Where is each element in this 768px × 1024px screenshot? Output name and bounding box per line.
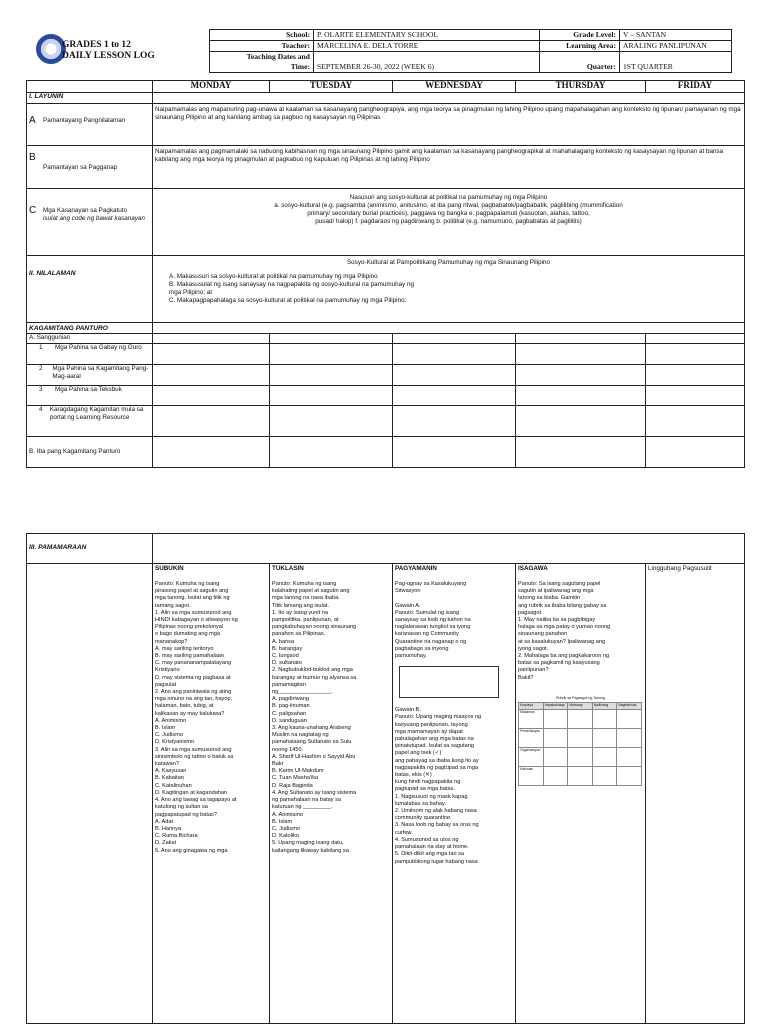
tuklasin-line: C. lungsod [272, 653, 299, 660]
tuklasin-line: D. sultanato [272, 660, 302, 667]
subukin-line: C. Judismo [155, 732, 183, 739]
pamamaraan-blank [153, 534, 745, 564]
tuklasin-line: panahon sa Pilipinas. [272, 631, 326, 638]
isagawa-line: Panuto: Sa isang sagutang papel [518, 581, 601, 587]
subukin-line: pagpapatupad ng batas? [155, 811, 217, 818]
isagawa-line: Bakit? [518, 674, 534, 681]
quarter-value: 1ST QUARTER [620, 52, 732, 73]
row-num: 4 [39, 406, 43, 413]
layunin-blank [153, 93, 745, 104]
rubric-table [518, 702, 642, 786]
pagyamanin-line: karanasan ng Community [395, 631, 459, 638]
subukin-line: mga tanong. Isulat ang titik ng [155, 595, 230, 602]
teacher-value: MARCELINA E. DELA TORRE [314, 41, 540, 52]
pagyamanin-line: lumalabas sa bahay. [395, 800, 446, 807]
pagyamanin-line: kung hindi nagpapakita ng [395, 779, 461, 786]
isagawa-line: batas sa pagkamit ng kaayusang [518, 660, 600, 667]
log-title-line1: GRADES 1 to 12 [62, 40, 131, 50]
tuklasin-line: B. pag-iinuman [272, 703, 310, 710]
subukin-line: HINDI kabagayan o sitwasyon ng [155, 617, 238, 624]
rubric-header-cell: Napakahusay [543, 702, 568, 709]
pagyamanin-line: Panuto: Sumulat ng isang [395, 609, 460, 616]
tuklasin-line: ng pamahalaan na batay sa [272, 797, 342, 804]
tuklasin-line: pangkabuhayan noong sinaunang [272, 624, 357, 631]
pagyamanin-gawain-b [395, 707, 513, 865]
log-title-line2: DAILY LESSON LOG [62, 51, 155, 61]
isagawa-line: halaga sa mga patay o yumao noong [518, 624, 611, 631]
tuklasin-cell [270, 564, 393, 1024]
subukin-line: pagsulat [155, 681, 177, 688]
subukin-line: 5. Ano ang ginagawa ng mga [155, 847, 228, 854]
rubric-header-cell: Kraytirya [519, 702, 544, 709]
day-monday: MONDAY [153, 81, 270, 93]
subukin-line: D. Kagitingan at kagandahan [155, 789, 228, 796]
tuklasin-line: pampolitika, panlipunan, at [272, 617, 339, 624]
subukin-line: katulong ng sultan sa [155, 804, 208, 811]
teksbuk-cell [27, 386, 153, 406]
layunin-c-text [153, 189, 745, 256]
subukin-line: 1. Alin sa mga sumusunod ang [155, 609, 232, 616]
subukin-line: kalikasan ay may kaluluwa? [155, 710, 225, 717]
tuklasin-line: D. Katoliko [272, 833, 300, 840]
pagyamanin-line: Pag-ugnay sa Kasalukuyang [395, 581, 467, 587]
learning-area-label: Learning Area: [540, 41, 620, 52]
pagyamanin-line: pagbabago sa inyong [395, 645, 449, 652]
tuklasin-line: C. Judismo [272, 825, 300, 832]
kagamitang-mag-aaral-cell [27, 365, 153, 386]
pagyamanin-line: sanaysay sa loob ng kahon na [395, 617, 471, 624]
tuklasin-content [272, 581, 390, 855]
tuklasin-heading: TUKLASIN [272, 565, 304, 572]
nilalaman-item: mga Pilipino; at [169, 289, 213, 296]
subukin-line: tamang sagot. [155, 602, 191, 609]
subukin-line: katawan? [155, 761, 179, 768]
isagawa-line: 2. Mahalaga ba ang pagkakaroon ng [518, 653, 610, 660]
learning-resource-cell [27, 406, 153, 437]
subukin-line: B. Kabaitan [155, 775, 184, 782]
tuklasin-line: 5. Upang maging isang datu, [272, 840, 344, 847]
layunin-c-sublabel: isulat ang code ng bawat kasanayan [43, 215, 145, 222]
pagyamanin-line: batas, ekis (✕) [395, 772, 432, 779]
pagyamanin-line: ang pahayag sa ibaba kung ito ay [395, 757, 479, 764]
pamamaraan-label-blank [27, 564, 153, 1024]
layunin-a-text: Naipamamalas ang mapanuring pag-unawa at kaalaman sa kasanayang pangheograpiya, ang mga teorya sa pinagmulan ng lahing Pilipino upang mapahalagahan ang konteksto ng lipunan/ pamayanan ng mga sinaunang Pilipino at ang kanilang ambag sa pagbuo ng kasaysayan ng Pilipinas [153, 104, 745, 146]
rubric-header-cell: Mahusay [568, 702, 593, 709]
layunin-c-label-cell [27, 189, 153, 256]
tuklasin-line: pamamagitan [272, 681, 306, 688]
kagamitan-title: KAGAMITANG PANTURO [27, 323, 153, 334]
pagyamanin-gawain-a [395, 581, 513, 660]
subukin-line: Kristiyano [155, 667, 180, 674]
subukin-line: C. Ruma Bichara [155, 833, 198, 840]
tuklasin-line: A. bansa [272, 638, 295, 645]
tuklasin-line: katuruan ng _________. [272, 804, 333, 811]
nilalaman-title-cell [27, 256, 153, 323]
subukin-line: A. Kasyusan [155, 768, 187, 775]
learning-area-value: ARALING PANLIPUNAN [620, 41, 732, 52]
subukin-line: mananakop? [155, 638, 188, 645]
pagyamanin-line: 1. Nagsusuot ng mask kapag [395, 793, 468, 800]
subukin-line: B. Harinya [155, 825, 182, 832]
rubric-header-cell: Nagsisimula [617, 702, 642, 709]
pagyamanin-line: curfew. [395, 829, 413, 836]
layunin-a-letter: A [29, 115, 36, 126]
subukin-line: A. Adat [155, 818, 174, 825]
pagyamanin-line: mga mamamayan ay dapat [395, 728, 463, 735]
subukin-line: D. Kristyanismo [155, 739, 195, 746]
subukin-line: D. may sistema ng pagbasa at [155, 674, 231, 681]
pagyamanin-line: 3. Nasa loob ng bahay sa oras ng [395, 822, 479, 829]
day-wednesday: WEDNESDAY [393, 81, 516, 93]
pagyamanin-line: nagpapakita ng pagtupad sa mga [395, 764, 479, 771]
rubric-row-label: Kabuuan [519, 766, 544, 785]
isagawa-line: iyong sagot. [518, 645, 549, 652]
subukin-line: A. may sariling teritoryo [155, 645, 214, 652]
pagyamanin-line: pahalagahan ang mga batas na [395, 736, 474, 743]
dates-label [210, 52, 314, 73]
tuklasin-line: A. Animismo [272, 811, 304, 818]
school-value: P. OLARTE ELEMENTARY SCHOOL [314, 30, 540, 41]
tuklasin-line: ng_________________. [272, 689, 333, 696]
grade-value: V – SANTAN [620, 30, 732, 41]
pagyamanin-line: Gawain A. [395, 602, 421, 609]
pagyamanin-line: Gawain B. [395, 707, 421, 714]
dates-label-line1: Teaching Dates and [246, 52, 310, 61]
pagyamanin-cell [393, 564, 516, 1024]
subukin-cell [153, 564, 270, 1024]
teacher-label: Teacher: [210, 41, 314, 52]
tuklasin-line: 1. Ito ay isang yunit na [272, 609, 328, 616]
pagyamanin-line [395, 595, 513, 602]
isagawa-heading: ISAGAWA [518, 565, 548, 572]
nilalaman-content [153, 256, 745, 323]
grade-label: Grade Level: [540, 30, 620, 41]
isagawa-line: ang rubrik sa ibaba bilang gabay sa [518, 602, 607, 609]
layunin-c-letter: C [29, 205, 37, 216]
pagyamanin-line: Quarantine na naganap o ng [395, 638, 467, 645]
pagyamanin-line: ipinatutupad. Isulat sa sagutang [395, 743, 474, 750]
lesson-log-table [26, 80, 745, 468]
subukin-line: C. may panananampalatayang [155, 660, 232, 667]
pamamaraan-table [26, 533, 745, 1024]
tuklasin-line: B. Karim Ul-Makdum [272, 768, 324, 775]
pamamaraan-title: III. PAMAMARAAN [29, 544, 87, 552]
subukin-line: 2. Ano ang paniniwala ng ating [155, 689, 232, 696]
lingguhang-pagsusulit-heading: Lingguhang Pagsusulit [648, 565, 712, 572]
isagawa-line: at sa kasalukuyan? Ipaliwanag ang [518, 638, 606, 645]
subukin-line: B. Islam [155, 725, 176, 732]
isagawa-line: sinaunang panahon [518, 631, 568, 638]
subukin-line: A. Animismo [155, 717, 187, 724]
school-label: School: [210, 30, 314, 41]
tuklasin-line: Muslim na nagtatag ng [272, 732, 329, 739]
nilalaman-item: C. Makapagpapahalaga sa sosyo-kultural at politikal na pamumuhay ng mga Pilipino. [169, 297, 407, 304]
row-num: 3 [39, 386, 43, 393]
pagyamanin-line: pampublikong lugar habang nasa [395, 858, 478, 865]
tuklasin-line: C. paligsahan [272, 710, 307, 717]
corner-cell [27, 81, 153, 93]
row-num: 1 [39, 344, 43, 351]
isagawa-line: pagsagot. [518, 609, 543, 616]
pagyamanin-line: Panuto: Upang maging maayos ng [395, 714, 482, 721]
layunin-c-line: a. sosyo-kultural (e.g. pagsamba (animismo, anitusimo, at iba pang ritwal, pagbabatok/pagbabatik, paglilibing (mummification [274, 202, 623, 209]
sanggunian-label: A. Sanggunian [27, 334, 153, 344]
pagyamanin-line: pagtupad sa mga batas. [395, 786, 456, 793]
tuklasin-line: B. barangay [272, 645, 303, 652]
tuklasin-line: 4. Ang Sultanato ay isang sistema [272, 789, 357, 796]
isagawa-cell [516, 564, 646, 1024]
layunin-c-label: Mga Kasanayan sa Pagkatuto [43, 207, 128, 214]
isagawa-line: 1. May naiiba ba sa pagbibigay [518, 617, 596, 624]
pamamaraan-title-cell [27, 534, 153, 564]
rubric-row-label: Presentasyon [519, 728, 544, 747]
pagyamanin-heading: PAGYAMANIN [395, 565, 437, 572]
header-info-table [209, 29, 732, 73]
tuklasin-line: B. Islam [272, 818, 293, 825]
day-tuesday: TUESDAY [270, 81, 393, 93]
rubric-title: Rubrik sa Pagsagot ng Tanong [555, 695, 606, 700]
nilalaman-heading: Sosyo-Kultural at Pampolitikang Pamumuhay ng mga Sinaunang Pilipino [346, 259, 551, 266]
tuklasin-line: kailangang likaway kabilang sa [272, 847, 349, 854]
tuklasin-line: pamahalaang Sultanato sa Sulu [272, 739, 352, 746]
pagyamanin-line: Sitwasyon [395, 588, 421, 595]
rubric-row-label: Nilalaman [519, 709, 544, 728]
subukin-line: halaman, bato, tubig, at [155, 703, 214, 710]
layunin-c-line: primary/ secondary burial practices), paggawa ng bangka e. pagpapalamuti (kasuotan, alahas, tattoo, [307, 210, 590, 217]
day-friday: FRIDAY [646, 81, 745, 93]
layunin-b-label: Pamantayan sa Pagganap [43, 164, 118, 171]
nilalaman-title: II. NILALAMAN [29, 270, 76, 277]
subukin-line: 4. Ano ang tawag sa tagapayo at [155, 797, 237, 804]
layunin-b-label-cell [27, 146, 153, 189]
isagawa-line: panlipunan? [518, 667, 549, 674]
subukin-line: pirasong papel at sagutin ang [155, 588, 229, 595]
subukin-line: o bago dumating ang mga [155, 631, 220, 638]
nilalaman-item: A. Makasusuri sa sosyo-kultural at politikal na pamumuhay ng mga Pilipino [169, 273, 378, 280]
tuklasin-line: C. Tuan Masha'ika [272, 775, 319, 782]
subukin-line: D. Zakat [155, 840, 177, 847]
subukin-line: sinisimbolo ng tattoo o batuk sa [155, 753, 234, 760]
iba-pang-kagamitan-label: B. Iba pang Kagamitang Panturo [27, 437, 153, 468]
layunin-b-text: Naipamamalas ang pagmamalaki sa nabuong kabihasnan ng mga sinaunang Pilipino gamit ang kaalaman sa kasanayang pangheograpikal at mahahalagang konteksto ng kasaysayan ng lipunan at bansa kabilang ang mga teorya ng pinagmulan at pagkabuo ng kapuluan ng Pilipinas at ng lahing Pilipino [153, 146, 745, 189]
subukin-line: mga ninuno na ang tao, hayop, [155, 696, 233, 703]
tuklasin-line: Titik lamang ang isulat. [272, 602, 329, 609]
friday-cell [646, 564, 745, 1024]
tuklasin-line: 3. Ang kauna-unahang Arabeng [272, 725, 351, 732]
isagawa-line: tanong sa ibaba. Gamitin [518, 595, 581, 602]
subukin-line: Panuto: Kumuha ng isang [155, 581, 220, 587]
subukin-line: C. Katalinuhan [155, 782, 192, 789]
pagyamanin-line: naglalarawan tungkol sa iyong [395, 624, 471, 631]
kagamitang-mag-aaral-label: Mga Pahina sa Kagamitang Pang-Mag-aaral [52, 365, 149, 380]
teksbuk-label: Mga Pahina sa Teksbuk [55, 386, 122, 393]
isagawa-content [518, 581, 643, 682]
tuklasin-line: kalahating papel at sagutin ang [272, 588, 350, 595]
day-thursday: THURSDAY [516, 81, 646, 93]
row-num: 2 [39, 365, 43, 372]
pagyamanin-line: papel ang tsek (✓) [395, 750, 442, 757]
dates-label-line2: Time: [290, 62, 310, 71]
layunin-c-line: pusad/ halop) f. pagdaraos ng pagdiriwang b. politikal (e.g. namumuno, pagbabatas at paglilitis) [315, 218, 582, 225]
subukin-line: B. may sariling pamahalaan [155, 653, 225, 660]
gabay-guro-label: Mga Pahina sa Gabay ng Guro [55, 344, 142, 351]
tuklasin-line: mga tanong na nasa ibaba. [272, 595, 340, 602]
quarter-label: Quarter: [540, 52, 620, 73]
tuklasin-line: 2. Nagbubuklod-buklod ang mga [272, 667, 353, 674]
pagyamanin-line: 2. Umiinom ng alak habang nasa [395, 808, 477, 815]
subukin-heading: SUBUKIN [155, 565, 184, 572]
layunin-b-letter: B [29, 152, 36, 163]
pagyamanin-line: pamahalaan na stay at home. [395, 844, 469, 851]
tuklasin-line: A. Sharif Ul-Hashim o Sayyid Abu [272, 753, 356, 760]
gabay-guro-cell [27, 344, 153, 365]
tuklasin-line: barangay at bumuo ng alyansa sa [272, 674, 357, 681]
pagyamanin-line: pamumuhay. [395, 653, 427, 660]
learning-resource-label: Karagdagang Kagamitan mula sa portal ng Learning Resource [49, 406, 144, 421]
layunin-title: I. LAYUNIN [27, 93, 153, 104]
layunin-a-label: Pamantayang Pangnilalaman [43, 117, 126, 124]
rubric-row-label: Organisasyon [519, 747, 544, 766]
dates-value: SEPTEMBER 26-30, 2022 (WEEK 6) [314, 52, 540, 73]
pagyamanin-line: kasyuang panlipunan, tayong [395, 721, 468, 728]
tuklasin-line: Panuto: Kumuha ng isang [272, 581, 337, 587]
pagyamanin-line: 5. Dikit-dikit ang mga tao sa [395, 851, 465, 858]
subukin-line: 3. Alin sa mga sumusunod ang [155, 746, 232, 753]
kagamitan-blank [153, 323, 745, 334]
subukin-line: Pilipinas noong prekolonyal [155, 624, 224, 631]
tuklasin-line: D. sanduguan [272, 717, 307, 724]
tuklasin-line: noong 1450. [272, 746, 304, 753]
layunin-c-line: Nasusuri ang sosyo-kultural at politikal na pamumuhay ng mga Pilipino [349, 194, 548, 201]
layunin-a-label-cell [27, 104, 153, 146]
nilalaman-item: B. Makasusulat ng isang sanaysay na nagpapakita ng sosyo-kultural na pamumuhay ng [169, 281, 415, 288]
tuklasin-line: D. Raja Baginda [272, 782, 313, 789]
rubric-header-cell: Nalilinang [592, 702, 617, 709]
tuklasin-line: A. pagdiriwang [272, 696, 310, 703]
tuklasin-line: Bakr [272, 761, 284, 768]
subukin-content [155, 581, 267, 855]
essay-answer-box [399, 666, 499, 698]
pagyamanin-line: community quarantine. [395, 815, 452, 822]
isagawa-line: sagutin at ipaliwanag ang mga [518, 588, 594, 595]
pagyamanin-line: 4. Sumusunod sa utos ng [395, 836, 459, 843]
